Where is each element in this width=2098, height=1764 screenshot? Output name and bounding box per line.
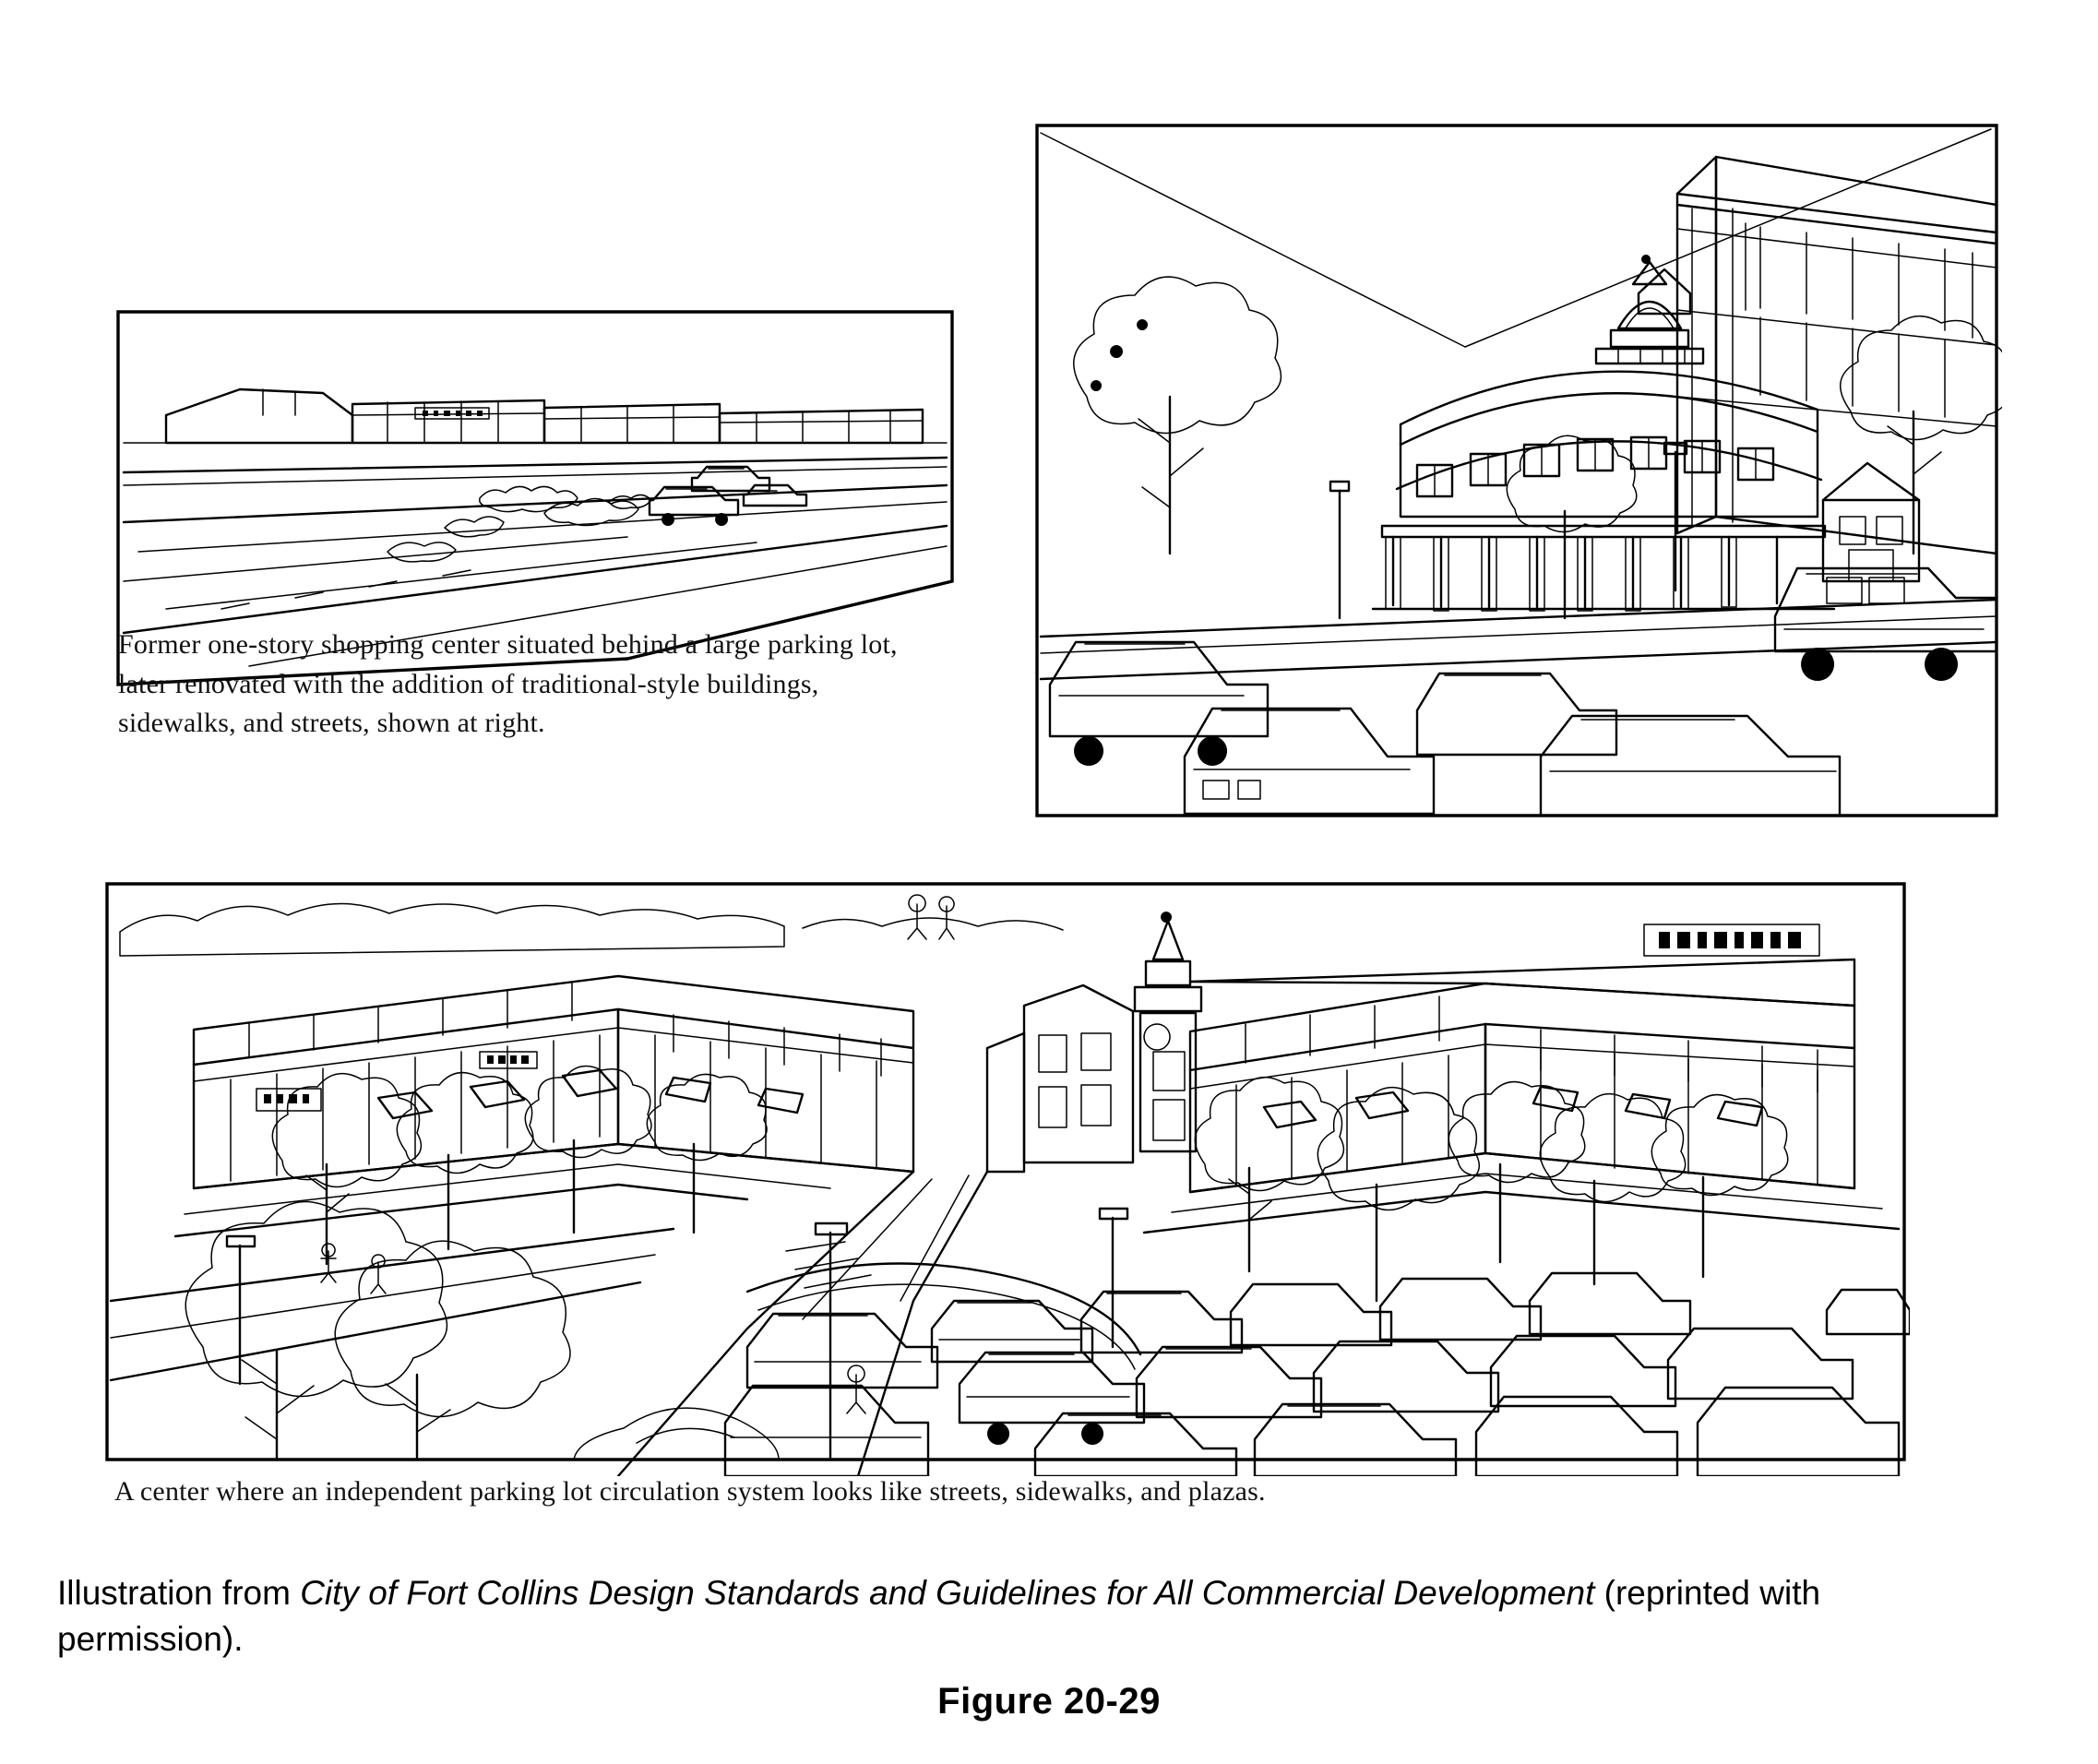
caption-before-image: Former one-story shopping center situated behind a large parking lot, later renovated with the addition of traditional-style buildings, sidewalks, and streets, shown at right. [118,629,898,739]
source-credit-prefix: Illustration from [57,1574,301,1612]
source-credit [57,1570,1995,1662]
caption-plaza-image: A center where an independent parking lot circulation system looks like streets, sidewalks, and plazas. [114,1476,1266,1507]
source-credit-suffix: (reprinted with permission). [57,1574,1821,1658]
figure-number-label: Figure 20-29 [937,1681,1161,1722]
renovated-traditional-buildings-illustration [1031,120,2002,821]
source-credit-title: City of Fort Collins Design Standards and Guidelines for All Commercial Development [300,1574,1595,1612]
parking-lot-circulation-plaza-illustration [101,867,1910,1476]
